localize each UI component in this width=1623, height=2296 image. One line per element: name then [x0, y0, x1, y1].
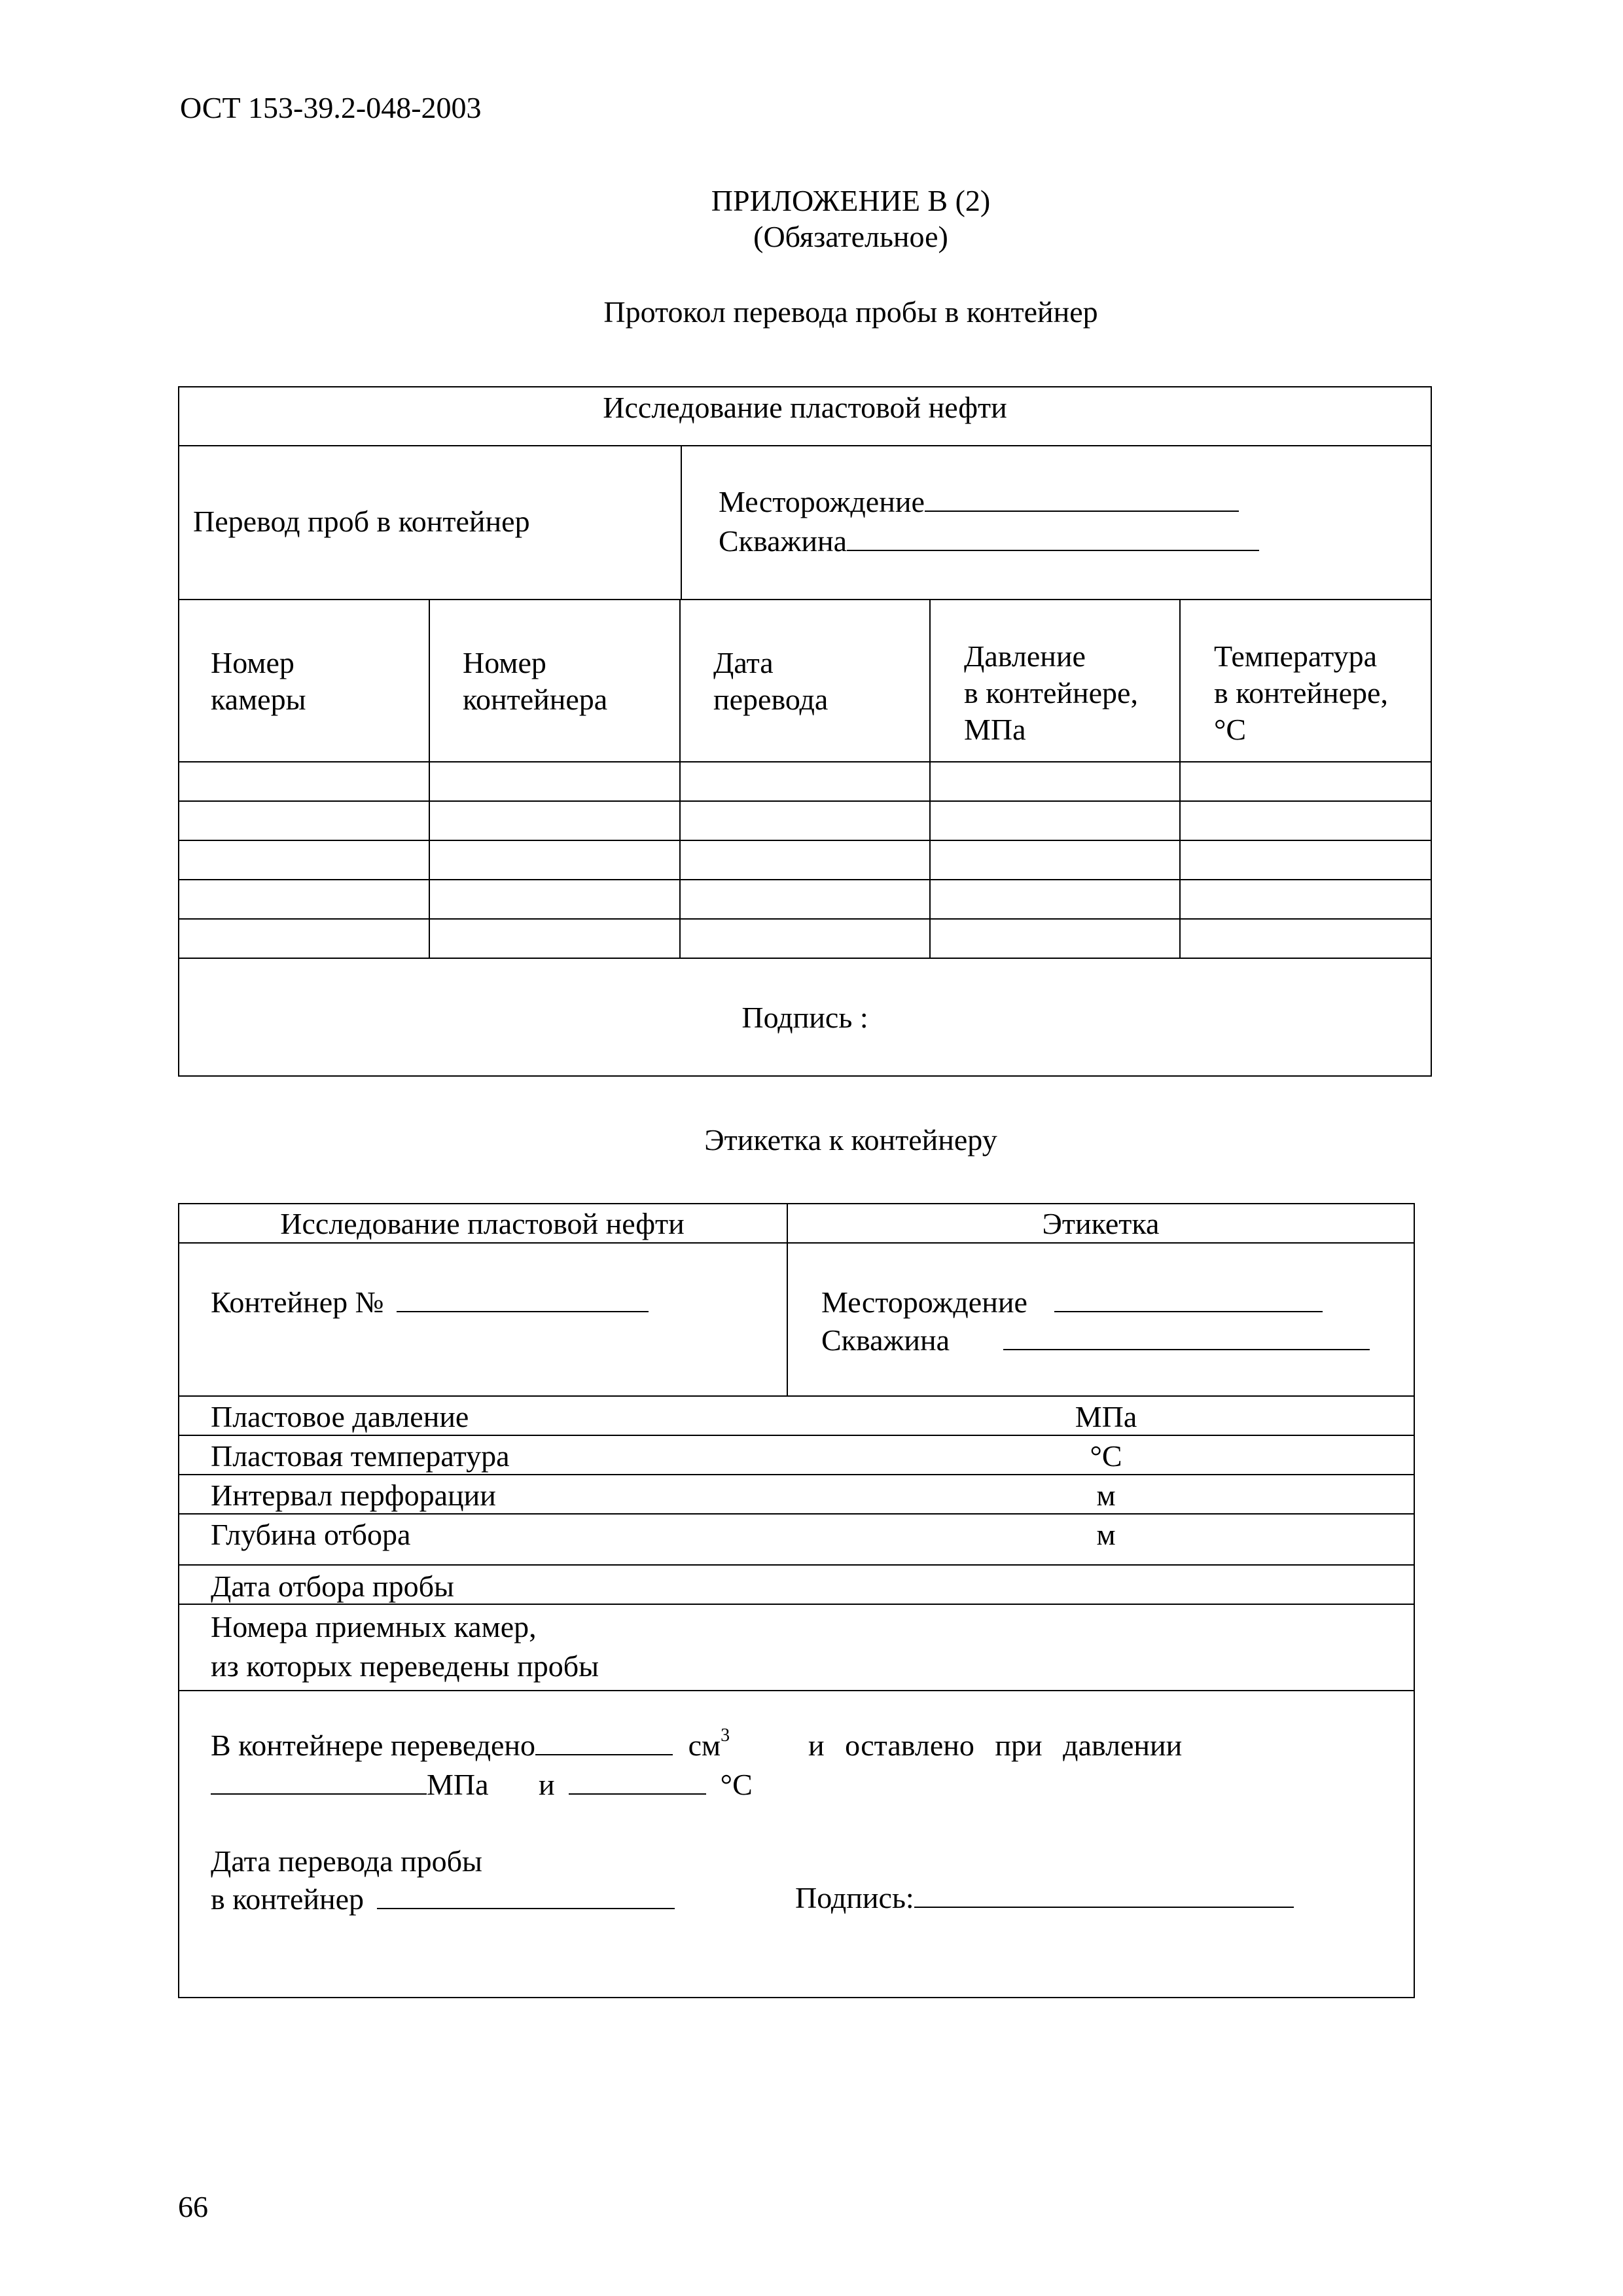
sampling-date-label: Дата отбора пробы: [211, 1570, 454, 1603]
left-at-pressure-label: и оставлено при давлении: [808, 1729, 1183, 1762]
divider: [429, 599, 430, 958]
pressure-temperature-row: [211, 1767, 753, 1802]
divider: [178, 800, 1432, 802]
appendix-note: (Обязательное): [753, 220, 948, 253]
container-number-row: [211, 1285, 649, 1319]
temperature-blank[interactable]: [569, 1771, 706, 1795]
field-row: [719, 484, 1239, 519]
reservoir-temperature-unit: °C: [1090, 1439, 1122, 1473]
protocol-title: Протокол перевода пробы в контейнер: [603, 295, 1098, 329]
divider: [178, 1435, 1415, 1436]
protocol-table-title: Исследование пластовой нефти: [603, 391, 1007, 424]
column-header-container: Номер контейнера: [463, 646, 608, 716]
perforation-interval-unit: м: [1096, 1479, 1116, 1512]
reservoir-pressure-label: Пластовое давление: [211, 1400, 469, 1433]
column-header-temperature: Температура в контейнере, °C: [1214, 639, 1388, 746]
divider: [178, 958, 1432, 959]
well-blank[interactable]: [847, 528, 1259, 551]
volume-blank[interactable]: [535, 1732, 673, 1755]
label-field-row: [821, 1285, 1323, 1319]
perforation-interval-label: Интервал перфорации: [211, 1479, 496, 1512]
divider: [679, 599, 681, 958]
label-well-blank[interactable]: [1003, 1327, 1370, 1350]
divider: [178, 840, 1432, 841]
transferred-volume-row: [211, 1725, 730, 1763]
document-code: ОСТ 153-39.2-048-2003: [180, 91, 482, 124]
label-well-row: [821, 1323, 1370, 1357]
sampling-depth-unit: м: [1096, 1518, 1116, 1551]
label-field-blank[interactable]: [1054, 1289, 1323, 1312]
unit-cm3: $см^3$: [688, 1725, 730, 1762]
pressure-blank[interactable]: [211, 1771, 427, 1795]
and-word: и: [539, 1768, 555, 1801]
divider: [178, 1690, 1415, 1691]
protocol-signature: Подпись :: [741, 1001, 868, 1034]
divider: [178, 1242, 1415, 1244]
divider: [178, 1513, 1415, 1515]
divider: [178, 1564, 1415, 1566]
label-field-label: Месторождение: [821, 1285, 1027, 1319]
container-number-label: Контейнер №: [211, 1285, 384, 1319]
divider: [178, 1604, 1415, 1605]
field-label: Месторождение: [719, 485, 925, 518]
label-signature-label: Подпись:: [795, 1881, 914, 1914]
reservoir-pressure-unit: МПа: [1075, 1400, 1137, 1433]
divider: [1179, 599, 1181, 958]
divider: [681, 445, 682, 599]
label-col2-title: Этикетка: [1042, 1207, 1160, 1240]
label-section-title: Этикетка к контейнеру: [704, 1123, 997, 1157]
well-label: Скважина: [719, 524, 847, 558]
divider: [178, 599, 1432, 600]
label-signature-row: [795, 1880, 1294, 1915]
transfer-date-row: в контейнер: [211, 1880, 675, 1918]
divider: [178, 445, 1432, 446]
column-header-date: Дата перевода: [713, 646, 829, 716]
transfer-date-block: [211, 1842, 675, 1918]
unit-mpa: МПа: [427, 1768, 489, 1801]
transfer-date-blank[interactable]: [377, 1886, 675, 1909]
divider: [178, 1395, 1415, 1397]
divider: [929, 599, 931, 958]
chambers-label: Номера приемных камер, из которых переведены пробы: [211, 1610, 599, 1683]
column-header-chamber: Номер камеры: [211, 646, 306, 716]
appendix-title: ПРИЛОЖЕНИЕ В (2): [711, 184, 991, 217]
divider: [178, 918, 1432, 920]
transfer-date-line1: Дата перевода пробы: [211, 1844, 482, 1878]
well-row: [719, 524, 1259, 558]
transfer-label: Перевод проб в контейнер: [193, 505, 530, 538]
sampling-depth-label: Глубина отбора: [211, 1518, 411, 1551]
field-blank[interactable]: [925, 488, 1239, 512]
transferred-label: В контейнере переведено: [211, 1729, 536, 1762]
reservoir-temperature-label: Пластовая температура: [211, 1439, 510, 1473]
label-well-label: Скважина: [821, 1323, 950, 1357]
label-col1-title: Исследование пластовой нефти: [280, 1207, 685, 1240]
unit-c: °C: [720, 1768, 753, 1801]
signature-blank[interactable]: [914, 1884, 1294, 1908]
divider: [178, 1474, 1415, 1475]
page-number: 66: [178, 2190, 208, 2223]
divider: [178, 879, 1432, 880]
container-number-blank[interactable]: [397, 1289, 649, 1312]
divider: [178, 761, 1432, 762]
column-header-pressure: Давление в контейнере, МПа: [964, 639, 1138, 746]
